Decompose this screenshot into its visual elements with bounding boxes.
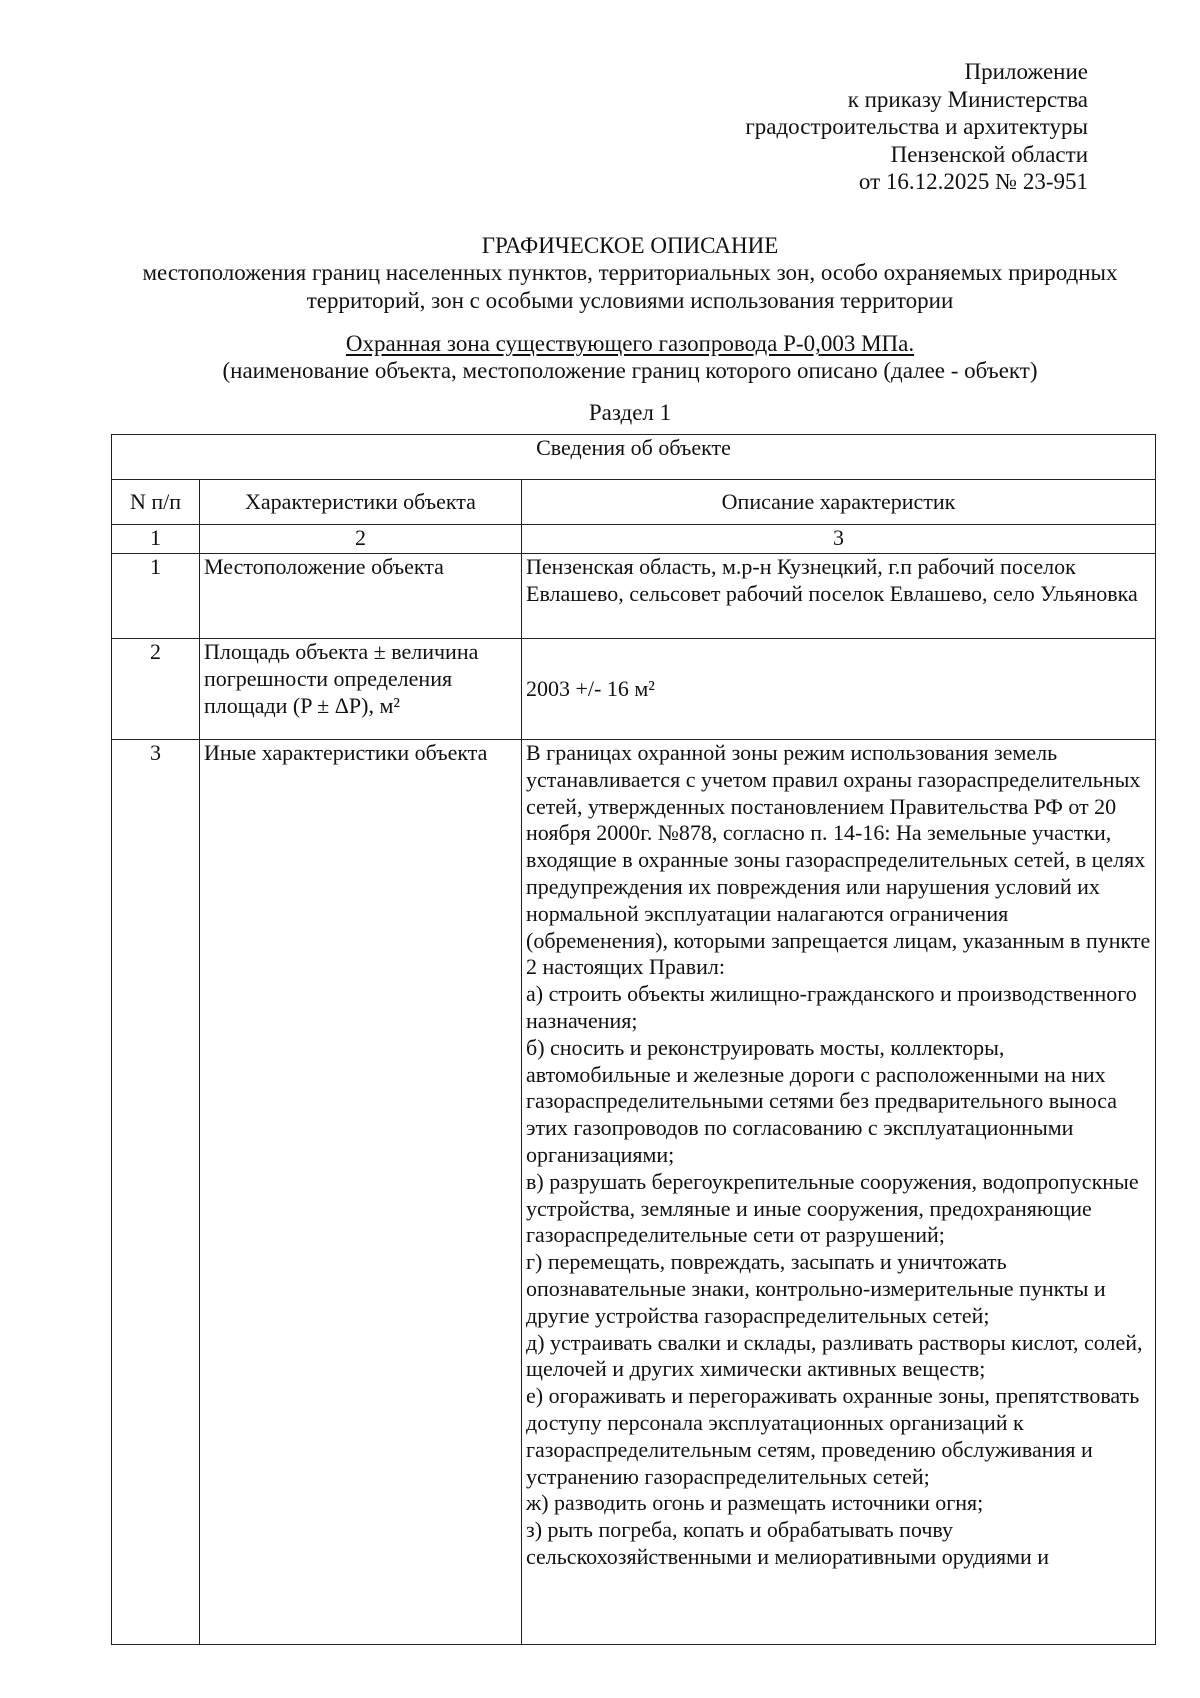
column-header-number: N п/п [112, 480, 200, 525]
object-info-table [111, 434, 1156, 1645]
row-number: 2 [112, 639, 200, 740]
appendix-line: Пензенской области [890, 141, 1088, 167]
row-value: 2003 +/- 16 м² [522, 639, 1156, 740]
row-label: Иные характеристики объекта [200, 740, 522, 1645]
row-label: Местоположение объекта [200, 554, 522, 639]
object-name-line [100, 330, 1160, 358]
object-name-hint: (наименование объекта, местоположение границ которого описано (далее - объект) [222, 358, 1038, 383]
appendix-block [568, 58, 1088, 196]
appendix-line: Приложение [964, 59, 1088, 84]
section-title: Раздел 1 [588, 400, 672, 425]
column-header-characteristics: Характеристики объекта [200, 480, 522, 525]
table-row [112, 554, 1156, 639]
row-value: Пензенская область, м.р-н Кузнецкий, г.п рабочий поселок Евлашево, сельсовет рабочий поселок Евлашево, село Ульяновка [522, 554, 1156, 639]
table-caption: Сведения об объекте [112, 435, 1156, 480]
row-label: Площадь объекта ± величина погрешности определения площади (P ± ΔP), м² [200, 639, 522, 740]
column-number-row [112, 525, 1156, 554]
document-title: ГРАФИЧЕСКОЕ ОПИСАНИЕ [481, 233, 779, 258]
row-number: 3 [112, 740, 200, 1645]
column-number: 3 [522, 525, 1156, 554]
table-row [112, 740, 1156, 1645]
column-header-description: Описание характеристик [522, 480, 1156, 525]
column-number: 2 [200, 525, 522, 554]
appendix-date-number: от 16.12.2025 № 23-951 [858, 169, 1088, 194]
table-row [112, 639, 1156, 740]
document-subtitle: местоположения границ населенных пунктов, территориальных зон, особо охраняемых природных территорий, зон с особыми условиями использования территории [142, 260, 1118, 313]
column-number: 1 [112, 525, 200, 554]
row-number: 1 [112, 554, 200, 639]
appendix-line: градостроительства и архитектуры [745, 114, 1088, 139]
object-name: Охранная зона существующего газопровода Р-0,003 МПа. [345, 331, 915, 356]
row-value: В границах охранной зоны режим использования земель устанавливается с учетом правил охраны газораспределительных сетей, утвержденных постановлением Правительства РФ от 20 ноября 2000г. №878, согласно п. 14-16: На земельные участки, входящие в охранные зоны газораспределительных сетей, в целях предупреждения их повреждения или нарушения условий их нормальной эксплуатации налагаются ограничения (обременения), которыми запрещается лицам, указанным в пункте 2 настоящих Правил: а) строить объекты жилищно-гражданского и производственного назначения; б) сносить и реконструировать мосты, коллекторы, автомобильные и железные дороги с расположенными на них газораспределительными сетями без предварительного выноса этих газопроводов по согласованию с эксплуатационными организациями; в) разрушать берегоукрепительные сооружения, водопропускные устройства, земляные и иные сооружения, предохраняющие газораспределительные сети от разрушений; г) перемещать, повреждать, засыпать и уничтожать опознавательные знаки, контрольно-измерительные пункты и другие устройства газораспределительных сетей; д) устраивать свалки и склады, разливать растворы кислот, солей, щелочей и других химически активных веществ; е) огораживать и перегораживать охранные зоны, препятствовать доступу персонала эксплуатационных организаций к газораспределительным сетям, проведению обслуживания и устранению газораспределительных сетей; ж) разводить огонь и размещать источники огня; з) рыть погреба, копать и обрабатывать почву сельскохозяйственными и мелиоративными орудиями и [522, 740, 1156, 1645]
appendix-line: к приказу Министерства [847, 86, 1088, 112]
table-header-row [112, 480, 1156, 525]
